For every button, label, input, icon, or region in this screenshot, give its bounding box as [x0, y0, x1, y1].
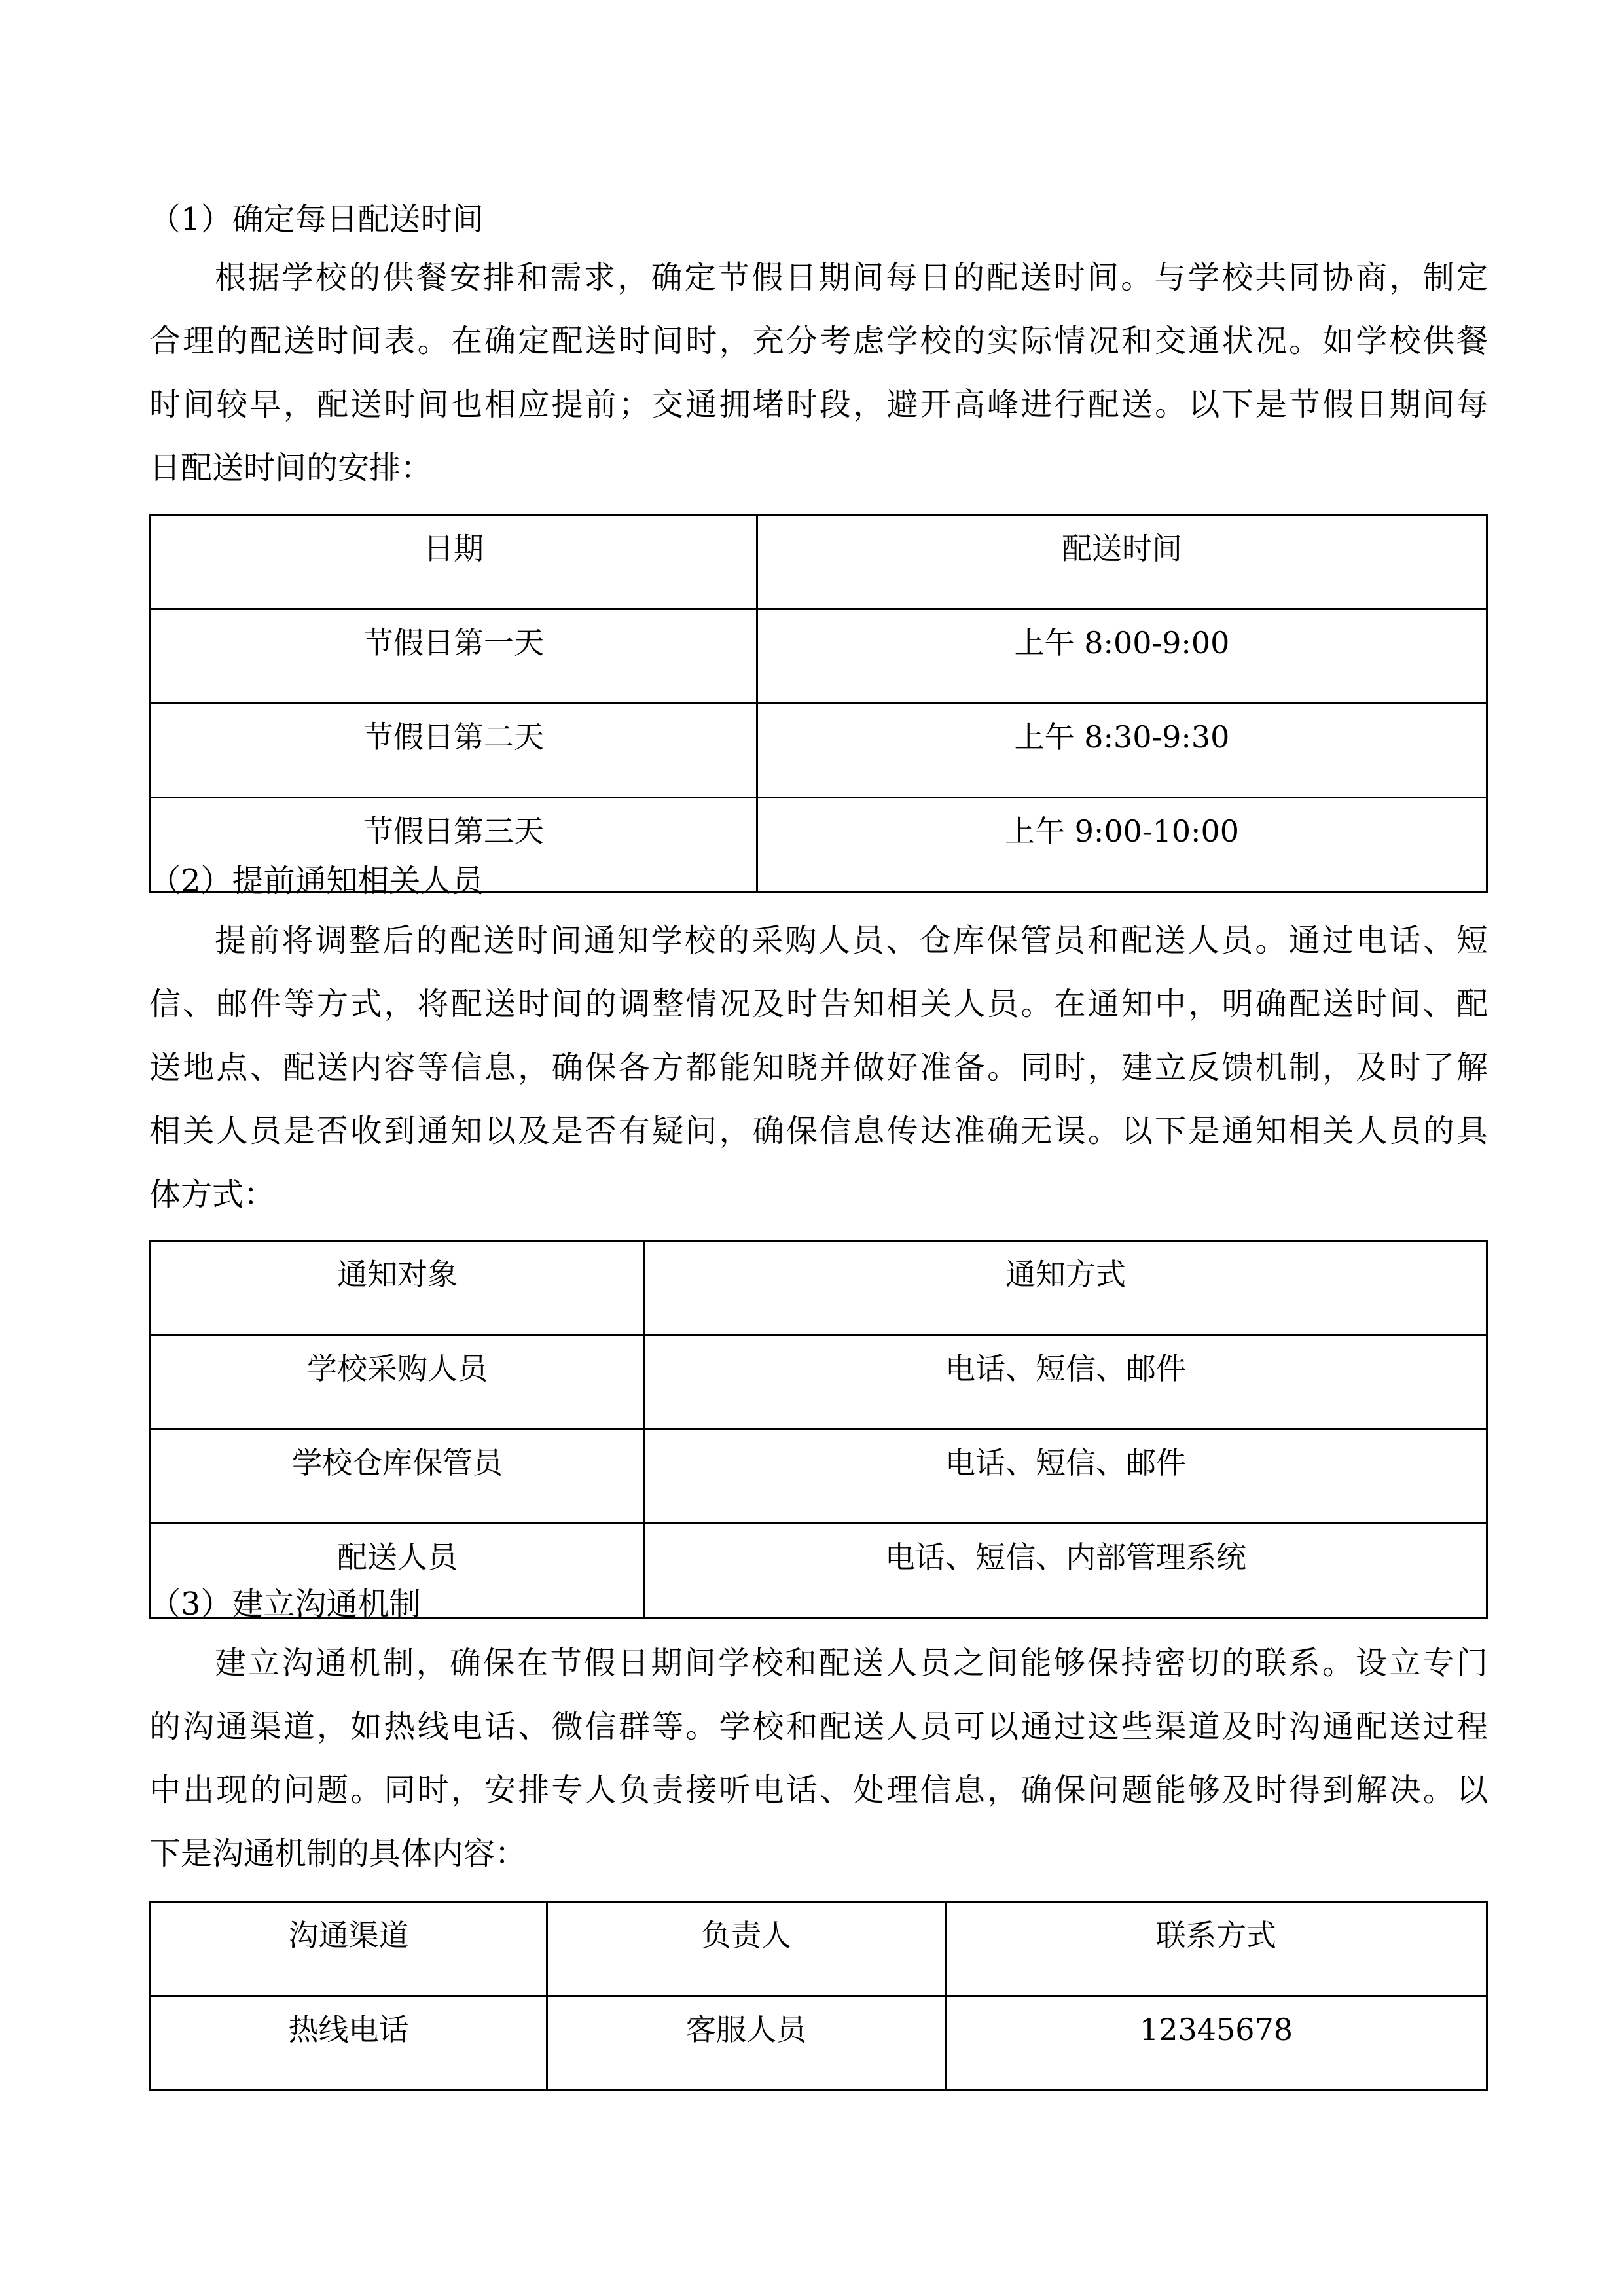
paragraph-line: 建立沟通机制，确保在节假日期间学校和配送人员之间能够保持密切的联系。设立专门 [215, 1645, 1488, 1681]
table-header-cell: 沟通渠道 [151, 1902, 547, 1996]
table-header-cell: 配送时间 [757, 515, 1487, 609]
table-cell: 上午 8:30-9:30 [757, 704, 1487, 798]
communication-table [149, 1901, 1488, 2091]
table-row [151, 704, 1487, 798]
table-cell: 上午 9:00-10:00 [757, 798, 1487, 892]
table-row [151, 609, 1487, 704]
table-row [151, 1429, 1487, 1524]
table-row [151, 1335, 1487, 1429]
table-header-cell: 通知对象 [151, 1241, 645, 1335]
table-cell: 上午 8:00-9:00 [757, 609, 1487, 704]
section-2-paragraph [149, 921, 1488, 1238]
table-header-row [151, 1902, 1487, 1996]
section-1-heading: （1）确定每日配送时间 [149, 201, 484, 238]
table-row [151, 1996, 1487, 2090]
table-header-row [151, 1241, 1487, 1335]
paragraph-line: 提前将调整后的配送时间通知学校的采购人员、仓库保管员和配送人员。通过电话、短 [215, 922, 1488, 959]
table-cell: 学校仓库保管员 [151, 1429, 645, 1524]
table-cell: 热线电话 [151, 1996, 547, 2090]
paragraph-line: 下是沟通机制的具体内容： [149, 1835, 527, 1872]
table-cell: 学校采购人员 [151, 1335, 645, 1429]
table-cell: 电话、短信、内部管理系统 [645, 1524, 1487, 1618]
paragraph-line: 合理的配送时间表。在确定配送时间时，充分考虑学校的实际情况和交通状况。如学校供餐 [149, 323, 1488, 359]
section-2-heading: （2）提前通知相关人员 [149, 863, 484, 899]
paragraph-line: 送地点、配送内容等信息，确保各方都能知晓并做好准备。同时，建立反馈机制，及时了解 [149, 1049, 1488, 1086]
table-cell: 配送人员 [151, 1524, 645, 1618]
paragraph-line: 根据学校的供餐安排和需求，确定节假日期间每日的配送时间。与学校共同协商，制定 [215, 259, 1488, 296]
paragraph-line: 信、邮件等方式，将配送时间的调整情况及时告知相关人员。在通知中，明确配送时间、配 [149, 986, 1488, 1022]
paragraph-line: 日配送时间的安排： [149, 450, 433, 486]
table-header-cell: 通知方式 [645, 1241, 1487, 1335]
table-header-cell: 负责人 [547, 1902, 946, 1996]
delivery-schedule-table [149, 514, 1488, 893]
table-cell: 电话、短信、邮件 [645, 1429, 1487, 1524]
table-cell: 客服人员 [547, 1996, 946, 2090]
section-3-paragraph [149, 1643, 1488, 1897]
table-cell: 节假日第二天 [151, 704, 757, 798]
table-header-cell: 日期 [151, 515, 757, 609]
table-header-row [151, 515, 1487, 609]
table-cell: 节假日第三天 [151, 798, 757, 892]
paragraph-line: 中出现的问题。同时，安排专人负责接听电话、处理信息，确保问题能够及时得到解决。以 [149, 1772, 1488, 1808]
table-cell: 电话、短信、邮件 [645, 1335, 1487, 1429]
table-cell: 节假日第一天 [151, 609, 757, 704]
paragraph-line: 相关人员是否收到通知以及是否有疑问，确保信息传达准确无误。以下是通知相关人员的具 [149, 1113, 1488, 1149]
notification-table [149, 1240, 1488, 1619]
paragraph-line: 的沟通渠道，如热线电话、微信群等。学校和配送人员可以通过这些渠道及时沟通配送过程 [149, 1708, 1488, 1745]
table-cell: 12345678 [946, 1996, 1487, 2090]
paragraph-line: 时间较早，配送时间也相应提前；交通拥堵时段，避开高峰进行配送。以下是节假日期间每 [149, 386, 1488, 423]
table-header-cell: 联系方式 [946, 1902, 1487, 1996]
section-3-heading: （3）建立沟通机制 [149, 1586, 421, 1623]
paragraph-line: 体方式： [149, 1176, 276, 1213]
section-1-paragraph [149, 258, 1488, 512]
